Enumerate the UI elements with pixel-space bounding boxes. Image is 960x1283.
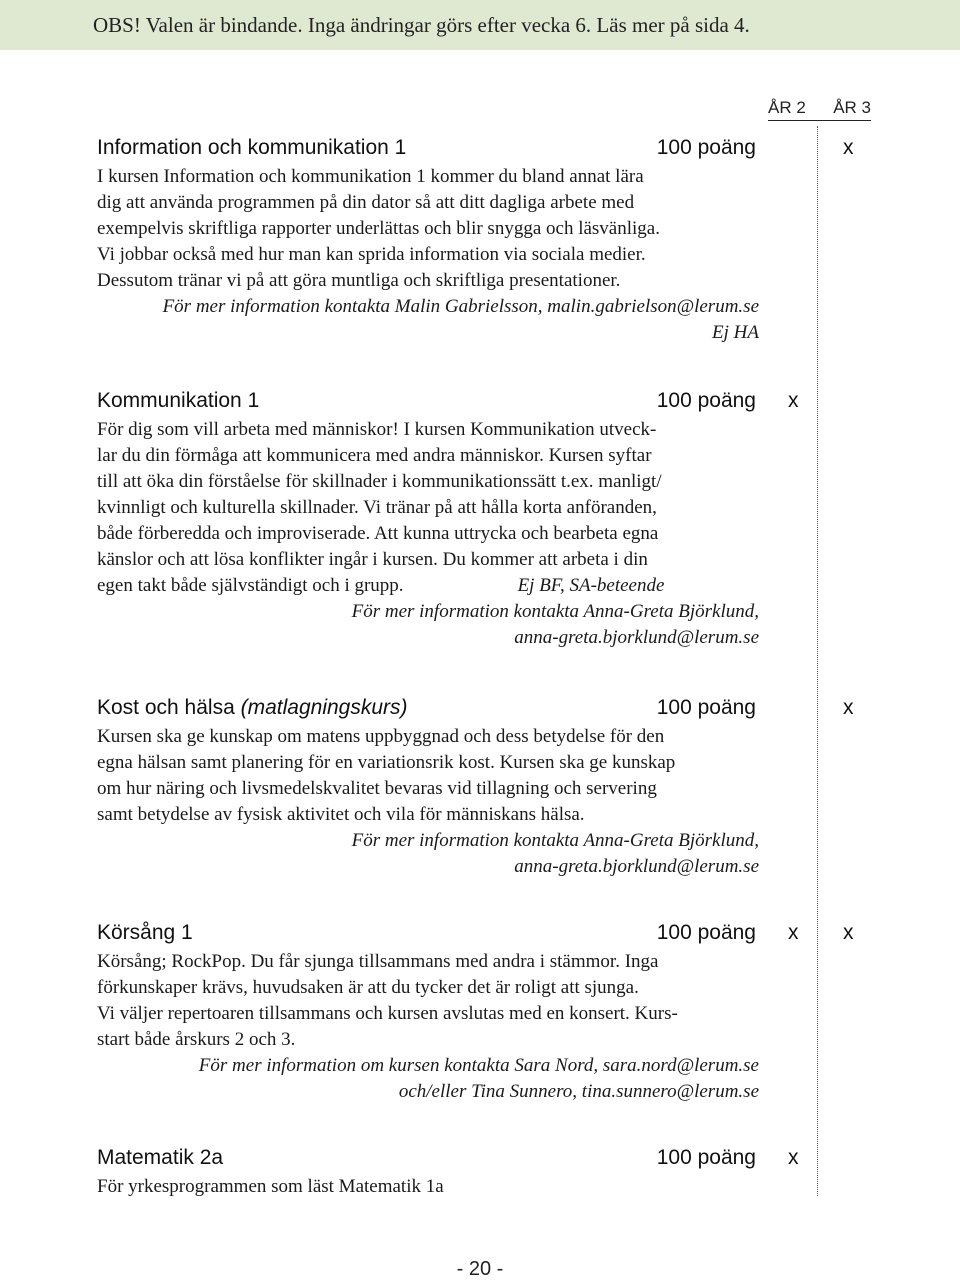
course-title-row (97, 389, 759, 417)
course-matematik-2a (97, 1146, 759, 1200)
course-title-row (97, 1146, 759, 1174)
course-title-row (97, 136, 759, 164)
page-number: - 20 - (456, 1258, 504, 1280)
year3-header: ÅR 3 (833, 98, 871, 117)
course-title: Information och kommunikation 1 (97, 136, 407, 159)
course-contact: För mer information kontakta Anna-Greta Björklund, anna-greta.bjorklund@lerum.se (351, 830, 759, 877)
course-contact: För mer information kontakta Malin Gabrielsson, malin.gabrielson@lerum.se Ej HA (162, 296, 759, 343)
year2-mark: x (788, 389, 799, 412)
course-description: För dig som vill arbeta med människor! I kursen Kommunikation utveck- lar du din förmåga att kommunicera med andra människor. Kursen syftar till att öka din förståelse för skillnader i kommunikationssätt t.ex. manligt/ kvinnligt och kulturella skillnader. Vi tränar på att hålla korta anföranden, både förberedda och improviserade. Att kunna uttrycka och bearbeta egna känslor och att lösa konflikter ingår i kursen. Du kommer att arbeta i din egen takt både självständigt och i grupp. Ej BF, SA-beteende (97, 419, 665, 596)
course-contact: För mer information om kursen kontakta Sara Nord, sara.nord@lerum.se och/eller Tina Sunnero, tina.sunnero@lerum.se (198, 1055, 759, 1102)
course-title-row (97, 696, 759, 724)
course-kost-och-halsa (97, 696, 759, 880)
year3-mark: x (843, 696, 854, 719)
course-points: 100 poäng (656, 389, 756, 412)
year3-mark: x (843, 136, 854, 159)
course-description: Körsång; RockPop. Du får sjunga tillsammans med andra i stämmor. Inga förkunskaper krävs, huvudsaken är att du tycker det är roligt att sjunga. Vi väljer repertoaren tillsammans och kursen avslutas med en konsert. Kurs- start både årskurs 2 och 3. (97, 951, 678, 1050)
column-divider (817, 126, 818, 1196)
course-title: Kommunikation 1 (97, 389, 260, 412)
course-points: 100 poäng (656, 1146, 756, 1169)
year2-header: ÅR 2 (768, 98, 806, 117)
course-description: I kursen Information och kommunikation 1 kommer du bland annat lära dig att använda programmen på din dator så att ditt dagliga arbete med exempelvis skriftliga rapporter underlättas och blir snygga och läsvänliga. Vi jobbar också med hur man kan sprida information via sociala medier. Dessutom tränar vi på att göra muntliga och skriftliga presentationer. (97, 166, 660, 291)
year3-mark: x (843, 921, 854, 944)
notice-text: OBS! Valen är bindande. Inga ändringar görs efter vecka 6. Läs mer på sida 4. (93, 13, 750, 37)
course-kommunikation-1 (97, 389, 759, 651)
year-column-header (768, 98, 871, 121)
course-title: Matematik 2a (97, 1146, 224, 1169)
course-information-och-kommunikation-1 (97, 136, 759, 346)
course-title: Kost och hälsa (matlagningskurs) (97, 696, 408, 719)
course-title-row (97, 921, 759, 949)
course-points: 100 poäng (656, 921, 756, 944)
year2-mark: x (788, 1146, 799, 1169)
year2-mark: x (788, 921, 799, 944)
notice-banner (0, 0, 960, 50)
course-points: 100 poäng (656, 136, 756, 159)
course-title-suffix: (matlagningskurs) (240, 696, 408, 719)
course-contact: För mer information kontakta Anna-Greta Björklund, anna-greta.bjorklund@lerum.se (351, 601, 759, 648)
course-title: Körsång 1 (97, 921, 193, 944)
course-korsang-1 (97, 921, 759, 1105)
course-points: 100 poäng (656, 696, 756, 719)
course-description: Kursen ska ge kunskap om matens uppbyggnad och dess betydelse för den egna hälsan samt planering för en variationsrik kost. Kursen ska ge kunskap om hur näring och livsmedelskvalitet bevaras vid tillagning och servering samt betydelse av fysisk aktivitet och vila för människans hälsa. (97, 726, 676, 825)
course-description: För yrkesprogrammen som läst Matematik 1a (97, 1176, 444, 1197)
course-restriction-note: Ej BF, SA-beteende (517, 575, 665, 596)
